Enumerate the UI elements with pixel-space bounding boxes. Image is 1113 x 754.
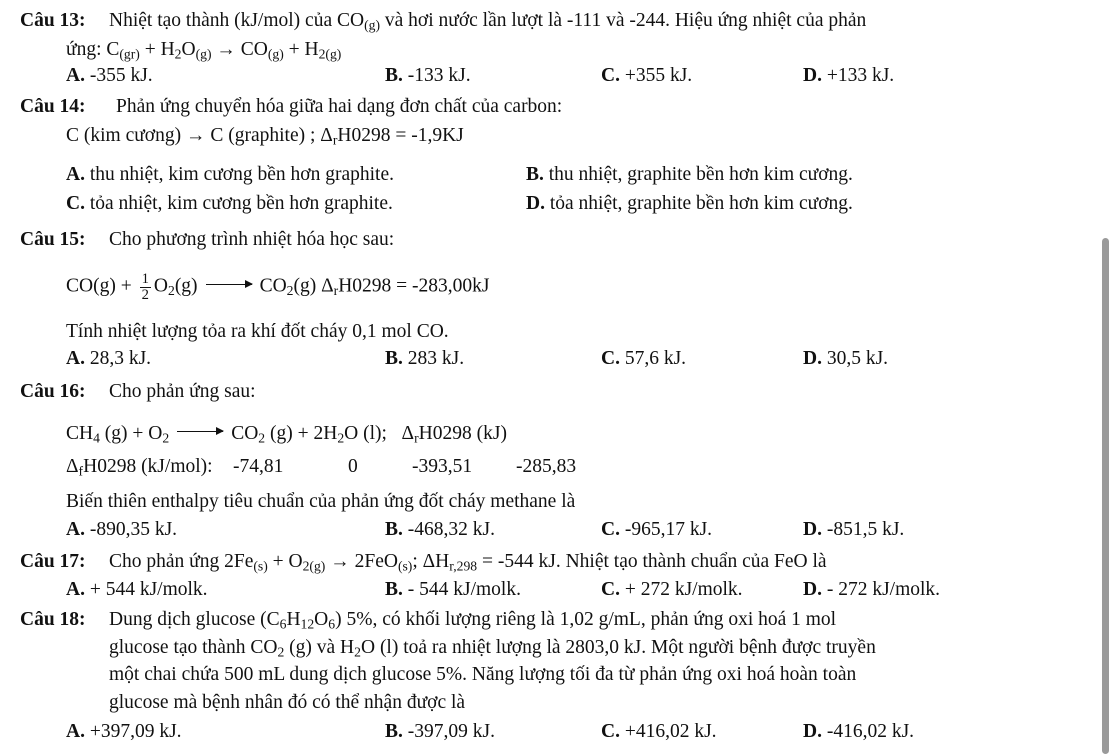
q13-equation: ứng: $C_{(gr)} + H_2O_{(g)} \to CO_{(g)} + H_{2(g)}$ (66, 39, 342, 62)
q13-option-a[interactable]: A. -355 kJ. (66, 65, 153, 86)
q16-value-h2o: -285,83 (516, 456, 577, 477)
q13-option-c[interactable]: C. +355 kJ. (601, 65, 693, 86)
q17-option-d[interactable]: D. - 272 kJ/molk. (803, 579, 941, 600)
q17-option-c[interactable]: C. + 272 kJ/molk. (601, 579, 743, 600)
q14-option-c[interactable]: C. tỏa nhiệt, kim cương bền hơn graphite. (66, 193, 393, 214)
q16-option-a[interactable]: A. -890,35 kJ. (66, 519, 178, 540)
q16-value-ch4: -74,81 (233, 456, 284, 477)
q15-equation: CO(g) + $\frac{1}{2}$ $O_2(g)$ $CO_2(g) \Delta_rH0298 = -283,00kJ$ (66, 271, 490, 303)
q16-label: Câu 16: (20, 381, 86, 402)
q17-option-a[interactable]: A. + 544 kJ/molk. (66, 579, 208, 600)
q17-label: Câu 17: (20, 551, 86, 572)
q13-text: Nhiệt tạo thành (kJ/mol) của $CO_{(g)}$ và hơi nước lần lượt là -111 và -244. Hiệu ứng nhiệt của phản (109, 10, 867, 33)
q18-option-d[interactable]: D. -416,02 kJ. (803, 721, 915, 742)
reaction-arrow (206, 284, 252, 285)
q16-equation: $CH_4$ $(g) + O_2$ $CO_2$ $(g) + 2H_2O$ (l); $\Delta_rH0298$ (kJ) (66, 423, 507, 446)
q16-option-b[interactable]: B. -468,32 kJ. (385, 519, 495, 540)
q13-option-d[interactable]: D. +133 kJ. (803, 65, 895, 86)
q16-question: Biến thiên enthalpy tiêu chuẩn của phản ứng đốt cháy methane là (66, 491, 576, 512)
q16-value-co2: -393,51 (412, 456, 473, 477)
q13-label: Câu 13: (20, 10, 86, 31)
vertical-scrollbar[interactable] (1102, 238, 1109, 754)
q17-text: Cho phản ứng $2Fe_{(s)} + O_{2(g)} \to 2FeO_{(s)}$; $\Delta H_{r,298} = -544$ kJ. Nhiệt tạo thành chuẩn của FeO là (109, 551, 827, 574)
q14-option-b[interactable]: B. thu nhiệt, graphite bền hơn kim cương. (526, 164, 853, 185)
q15-label: Câu 15: (20, 229, 86, 250)
q18-option-b[interactable]: B. -397,09 kJ. (385, 721, 495, 742)
q16-option-d[interactable]: D. -851,5 kJ. (803, 519, 905, 540)
q18-line4: glucose mà bệnh nhân đó có thể nhận được là (109, 692, 466, 713)
q16-option-c[interactable]: C. -965,17 kJ. (601, 519, 713, 540)
q15-question: Tính nhiệt lượng tỏa ra khí đốt cháy 0,1 mol CO. (66, 321, 449, 342)
q14-equation: C (kim cương) → C (graphite) ; $\Delta_rH0298 = -1,9KJ$ (66, 125, 464, 148)
q14-option-a[interactable]: A. thu nhiệt, kim cương bền hơn graphite. (66, 164, 394, 185)
q16-formation-table: $\Delta_fH0298$ (kJ/mol): (66, 456, 213, 479)
q18-label: Câu 18: (20, 609, 86, 630)
q18-line2: glucose tạo thành $CO_2$ (g) và $H_2O$ (l) toả ra nhiệt lượng là 2803,0 kJ. Một người bệnh được truyền (109, 637, 876, 660)
q18-line3: một chai chứa 500 mL dung dịch glucose 5%. Năng lượng tối đa từ phản ứng oxi hoá hoàn toàn (109, 664, 857, 685)
q17-option-b[interactable]: B. - 544 kJ/molk. (385, 579, 521, 600)
q14-option-d[interactable]: D. tỏa nhiệt, graphite bền hơn kim cương. (526, 193, 853, 214)
q15-option-c[interactable]: C. 57,6 kJ. (601, 348, 687, 369)
q16-text: Cho phản ứng sau: (109, 381, 256, 402)
q15-option-b[interactable]: B. 283 kJ. (385, 348, 465, 369)
q18-option-a[interactable]: A. +397,09 kJ. (66, 721, 182, 742)
q13-option-b[interactable]: B. -133 kJ. (385, 65, 471, 86)
q14-text: Phản ứng chuyển hóa giữa hai dạng đơn chất của carbon: (116, 96, 563, 117)
q18-option-c[interactable]: C. +416,02 kJ. (601, 721, 717, 742)
q16-value-o2: 0 (348, 456, 358, 477)
q18-line1: Dung dịch glucose $(C_6H_{12}O_6)$ 5%, có khối lượng riêng là 1,02 g/mL, phản ứng oxi hoá 1 mol (109, 609, 837, 632)
q14-label: Câu 14: (20, 96, 86, 117)
q15-option-a[interactable]: A. 28,3 kJ. (66, 348, 152, 369)
q15-text: Cho phương trình nhiệt hóa học sau: (109, 229, 395, 250)
reaction-arrow (177, 431, 223, 432)
q15-option-d[interactable]: D. 30,5 kJ. (803, 348, 889, 369)
